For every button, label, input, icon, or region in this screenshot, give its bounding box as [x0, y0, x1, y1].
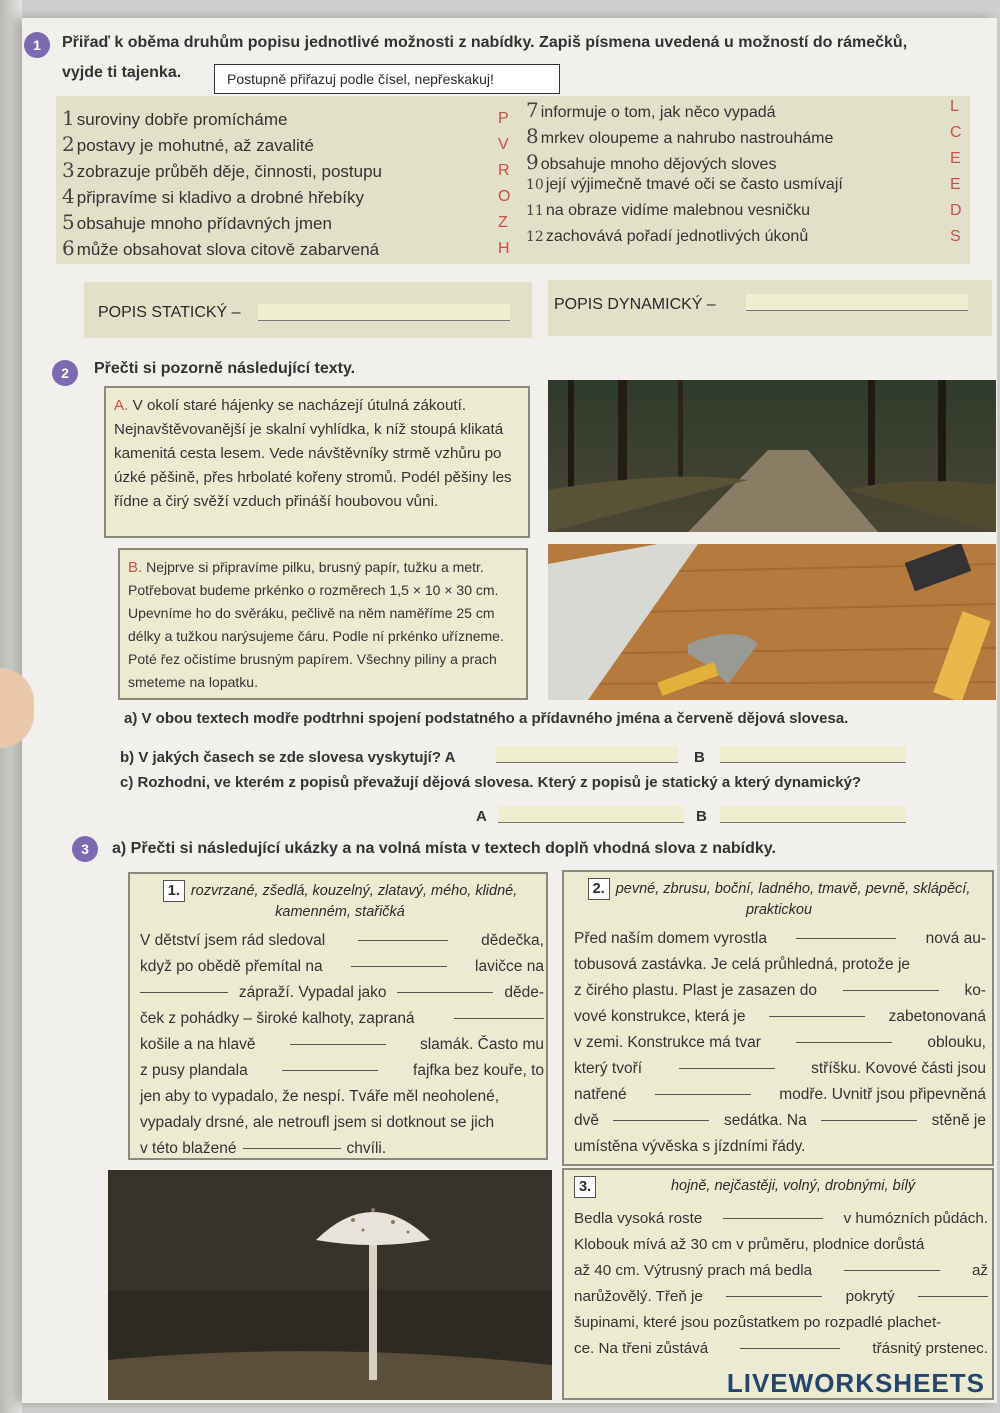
- gap-1-1[interactable]: [358, 928, 448, 941]
- liveworksheets-logo: LIVEWORKSHEETS: [726, 1368, 985, 1398]
- option-8: 8 mrkev oloupeme a nahrubo nastrouháme: [526, 124, 834, 148]
- letter-6: H: [498, 240, 510, 257]
- gap-1-4[interactable]: [397, 980, 493, 993]
- option-2: 2 postavy je mohutné, až zavalité: [62, 132, 314, 156]
- letter-7: L: [950, 98, 959, 115]
- forest-path-photo: [548, 380, 996, 532]
- letter-2: V: [498, 136, 509, 153]
- type-a-input[interactable]: [498, 806, 684, 823]
- gap-2-3[interactable]: [769, 1004, 865, 1017]
- letter-12: S: [950, 228, 961, 245]
- dynamic-label: POPIS DYNAMICKÝ –: [554, 296, 716, 313]
- option-5: 5 obsahuje mnoho přídavných jmen: [62, 210, 332, 234]
- option-9: 9 obsahuje mnoho dějových sloves: [526, 150, 777, 174]
- text-3-words: 3. hojně, nejčastěji, volný, drobnými, bílý: [574, 1176, 984, 1198]
- worksheet-page: [22, 18, 997, 1403]
- question-2a: a) V obou textech modře podtrhni spojení podstatného a přídavného jména a červeně dějová slovesa.: [124, 710, 849, 727]
- exercise-2-number: 2: [52, 360, 78, 386]
- tense-a-input[interactable]: [496, 746, 678, 763]
- exercise-1-instruction-2: vyjde ti tajenka.: [62, 64, 182, 81]
- gap-1-2[interactable]: [351, 954, 447, 967]
- option-12: 12 zachovává pořadí jednotlivých úkonů: [526, 228, 809, 245]
- hint-box: Postupně přiřazuj podle čísel, nepřeskakuj!: [214, 64, 560, 94]
- gap-1-6[interactable]: [290, 1032, 386, 1045]
- gap-3-5[interactable]: [740, 1336, 840, 1349]
- gap-2-7[interactable]: [613, 1108, 709, 1121]
- text-1-box: [128, 872, 548, 1160]
- text-3-box: [562, 1168, 994, 1400]
- option-11: 11 na obraze vidíme malebnou vesničku: [526, 202, 810, 219]
- tense-b-input[interactable]: [720, 746, 906, 763]
- gap-2-5[interactable]: [679, 1056, 775, 1069]
- letter-8: C: [950, 124, 962, 141]
- text-1-words: 1. rozvrzané, zšedlá, kouzelný, zlatavý, mého, klidné, kamenném, stařičká: [140, 880, 540, 922]
- type-b-input[interactable]: [720, 806, 906, 823]
- gap-1-8[interactable]: [243, 1136, 341, 1149]
- exercise-3-number: 3: [72, 836, 98, 862]
- gap-1-7[interactable]: [282, 1058, 378, 1071]
- text-2: Před naším domem vyrostla nová au- tobusová zastávka. Je celá průhledná, protože je z čirého plastu. Plast je zasazen do ko- vové konstrukce, která je zabetonovaná v zemi. Konstrukce má tvar oblouku, který tvoří stříšku. Kovové části jsou natřené modře. Uvnitř jsou připevněná dvě sedátka. Na stěně je umístěna vývěska s jízdními řády.: [574, 926, 986, 1160]
- static-answer-input[interactable]: [258, 304, 510, 321]
- gap-3-3[interactable]: [726, 1284, 822, 1297]
- gap-2-2[interactable]: [843, 978, 939, 991]
- text-3: Bedla vysoká roste v humózních půdách. Klobouk mívá až 30 cm v průměru, plodnice dorůstá až 40 cm. Výtrusný prach má bedla až narůžovělý. Třeň je pokrytý šupinami, které jsou pozůstatkem po rozpadlé plachet- ce. Na třeni zůstává třásnitý prstenec.: [574, 1206, 988, 1362]
- letter-9: E: [950, 150, 961, 167]
- exercise-1-number: 1: [24, 32, 50, 58]
- text-a: A. V okolí staré hájenky se nacházejí útulná zákoutí. Nejnavštěvovanější je skalní vyhlídka, k níž stoupá klikatá kamenitá cesta lesem. Vede návštěvníky strmě vzhůru po úzké pěšině, přes hrbolaté kořeny stromů. Podél pěšiny les řídne a čirý svěží vzduch přináší houbovou vůni.: [114, 397, 512, 510]
- exercise-1-instruction: Přiřaď k oběma druhům popisu jednotlivé možnosti z nabídky. Zapiš písmena uvedená u možností do rámečků,: [62, 34, 908, 51]
- question-2c-b: B: [696, 808, 707, 825]
- dynamic-answer-input[interactable]: [746, 294, 968, 311]
- letter-5: Z: [498, 214, 508, 231]
- gap-2-4[interactable]: [796, 1030, 892, 1043]
- option-6: 6 může obsahovat slova citově zabarvená: [62, 236, 380, 260]
- exercise-3-instruction: a) Přečti si následující ukázky a na volná místa v textech doplň vhodná slova z nabídky.: [112, 840, 776, 857]
- question-2c: c) Rozhodni, ve kterém z popisů převažují dějová slovesa. Který z popisů je statický a který dynamický?: [120, 774, 862, 791]
- letter-4: O: [498, 188, 511, 205]
- mushroom-photo: [108, 1170, 552, 1400]
- option-3: 3 zobrazuje průběh děje, činnosti, postupu: [62, 158, 382, 182]
- gap-2-8[interactable]: [821, 1108, 917, 1121]
- text-a-box: [104, 386, 530, 538]
- text-2-words: 2. pevné, zbrusu, boční, ladného, tmavě, pevně, sklápěcí, praktickou: [574, 878, 984, 920]
- letter-1: P: [498, 110, 509, 127]
- option-7: 7 informuje o tom, jak něco vypadá: [526, 98, 776, 122]
- exercise-2-instruction: Přečti si pozorně následující texty.: [94, 360, 356, 377]
- question-2b-b: B: [694, 749, 705, 766]
- option-10: 10 její výjimečně tmavé oči se často usmívají: [526, 176, 843, 193]
- question-2c-a: A: [476, 808, 487, 825]
- text-1: V dětství jsem rád sledoval dědečka, když po obědě přemítal na lavičce na zápraží. Vypadal jako děde- ček z pohádky – široké kalhoty, zapraná košile a na hlavě slamák. Často mu z pusy plandala fajfka bez kouře, to jen aby to vypadalo, že nespí. Tváře měl neoholené, vypadaly drsné, ale netroufl jsem si dotknout se jich v této blažené chvíli.: [140, 928, 544, 1162]
- letter-3: R: [498, 162, 510, 179]
- option-4: 4 připravíme si kladivo a drobné hřebíky: [62, 184, 364, 208]
- gap-3-4[interactable]: [918, 1284, 988, 1297]
- letter-11: D: [950, 202, 962, 219]
- gap-3-1[interactable]: [723, 1206, 823, 1219]
- gap-1-3[interactable]: [140, 980, 228, 993]
- woodwork-tools-photo: [548, 544, 996, 700]
- gap-1-5[interactable]: [454, 1006, 544, 1019]
- static-label: POPIS STATICKÝ –: [98, 304, 241, 321]
- text-2-box: [562, 870, 994, 1166]
- text-b-box: [118, 548, 528, 700]
- letter-10: E: [950, 176, 961, 193]
- gap-2-1[interactable]: [796, 926, 896, 939]
- gap-2-6[interactable]: [655, 1082, 751, 1095]
- option-1: 1 suroviny dobře promícháme: [62, 106, 288, 130]
- question-2b: b) V jakých časech se zde slovesa vyskytují? A: [120, 749, 456, 766]
- text-b: B. Nejprve si připravíme pilku, brusný papír, tužku a metr. Potřebovat budeme prkénko o rozměrech 1,5 × 10 × 30 cm. Upevníme ho do svěráku, pečlivě na něm naměříme 25 cm délky a tužkou narýsujeme čáru. Podle ní prkénko uřízneme. Poté řez očistíme brusným papírem. Všechny piliny a prach smeteme na lopatku.: [128, 559, 504, 690]
- gap-3-2[interactable]: [844, 1258, 940, 1271]
